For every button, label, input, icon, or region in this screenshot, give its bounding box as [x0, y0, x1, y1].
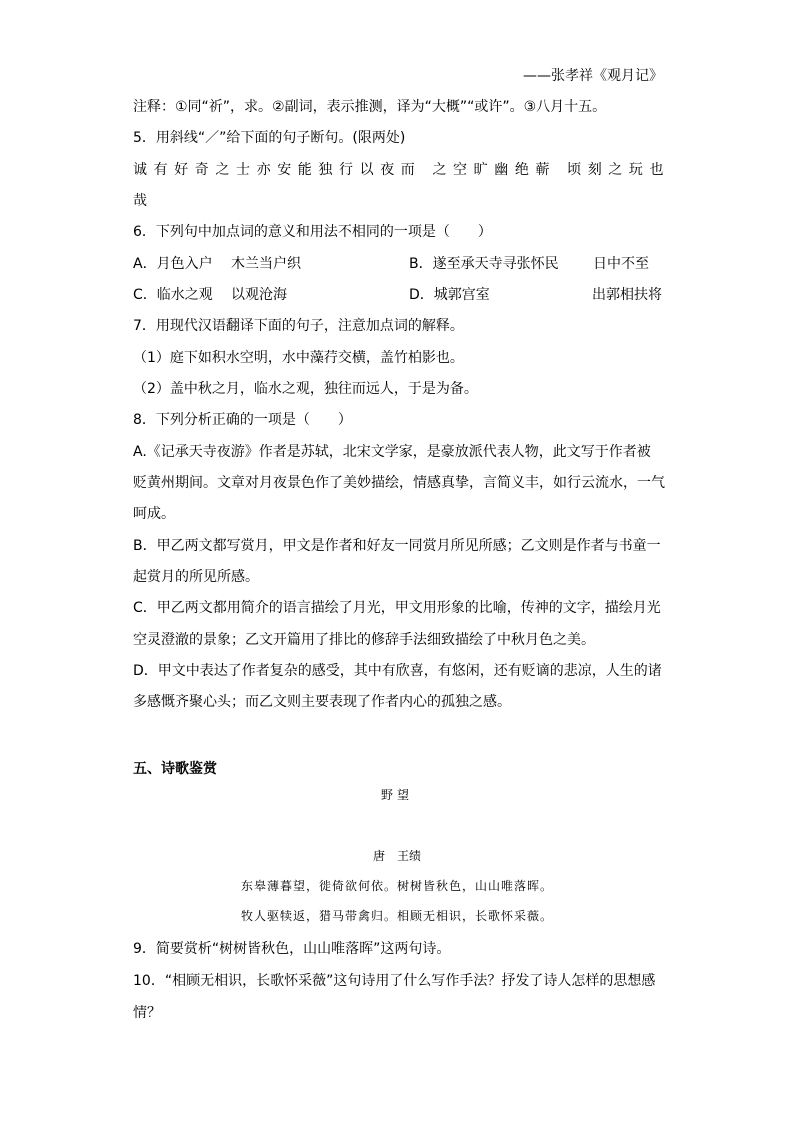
- question-8-option-c-line: 空灵澄澈的景象；乙文开篇用了排比的修辞手法细致描绘了中秋月色之美。: [133, 632, 595, 648]
- question-8-option-a-line: 贬黄州期间。文章对月夜景色作了美妙描绘，情感真挚，言简义丰，如行云流水，一气: [133, 475, 665, 491]
- option-b-left: B．遂至承天寺寻张怀民: [409, 256, 559, 272]
- option-b-right: 日中不至: [593, 256, 649, 272]
- question-10-stem-end: 情？: [133, 1005, 161, 1021]
- question-8-option-d-line: 多感慨齐聚心头；而乙文则主要表现了作者内心的孤独之感。: [133, 694, 511, 710]
- annotation-notes: 注释：①同“祈”，求。②副词，表示推测，译为“大概”“或许”。③八月十五。: [133, 99, 607, 115]
- option-a-left: A．月色入户: [133, 256, 213, 272]
- section-heading: 五、诗歌鉴赏: [133, 761, 217, 777]
- question-7-item-2: （2）盖中秋之月，临水之观，独往而远人，于是为备。: [133, 381, 478, 397]
- option-a-right: 木兰当户织: [231, 256, 301, 272]
- option-d-right: 出郭相扶将: [592, 287, 662, 303]
- option-c-right: 以观沧海: [231, 287, 287, 303]
- poem-title: 野望: [380, 788, 413, 802]
- question-8-option-a-line: 呵成。: [133, 506, 175, 522]
- question-8-option-b-line: 起赏月的所见所感。: [133, 569, 259, 585]
- poem-line: 牧人驱犊返，猎马带禽归。相顾无相识，长歌怀采薇。: [240, 909, 553, 923]
- poem-line: 东皋薄暮望，徙倚欲何依。树树皆秋色，山山唯落晖。: [240, 879, 553, 893]
- question-8-option-d-line: D．甲文中表达了作者复杂的感受，其中有欣喜，有悠闲，还有贬谪的悲凉，人生的诸: [133, 663, 662, 679]
- question-8-option-c-line: C．甲乙两文都用简介的语言描绘了月光，甲文用形象的比喻，传神的文字，描绘月光: [133, 600, 661, 616]
- question-10-stem: 10．“相顾无相识，长歌怀采薇”这句诗用了什么写作手法？抒发了诗人怎样的思想感: [133, 973, 656, 989]
- question-8-stem: 8．下列分析正确的一项是（ ）: [133, 412, 352, 428]
- question-8-option-b-line: B．甲乙两文都写赏月，甲文是作者和好友一同赏月所见所感；乙文则是作者与书童一: [133, 538, 661, 554]
- source-attribution: ——张孝祥《观月记》: [523, 68, 663, 84]
- option-c-left: C．临水之观: [133, 287, 213, 303]
- question-7-item-1: （1）庭下如积水空明，水中藻荇交横，盖竹柏影也。: [133, 350, 464, 366]
- poem-author: 唐 王绩: [372, 849, 421, 863]
- question-5-sentence-end: 哉: [133, 193, 147, 209]
- question-8-option-a-line: A.《记承天寺夜游》作者是苏轼，北宋文学家，是豪放派代表人物，此文写于作者被: [133, 444, 651, 460]
- question-5-stem: 5．用斜线“／”给下面的句子断句。(限两处): [133, 130, 406, 146]
- question-5-sentence: 诚有好奇之士亦安能独行以夜而 之空旷幽绝蕲 顷刻之玩也: [133, 162, 671, 178]
- question-9-stem: 9．简要赏析“树树皆秋色，山山唯落晖”这两句诗。: [133, 941, 451, 957]
- question-7-stem: 7．用现代汉语翻译下面的句子，注意加点词的解释。: [133, 318, 464, 334]
- option-d-left: D．城郭宫室: [409, 287, 490, 303]
- question-6-stem: 6．下列句中加点词的意义和用法不相同的一项是（ ）: [133, 224, 492, 240]
